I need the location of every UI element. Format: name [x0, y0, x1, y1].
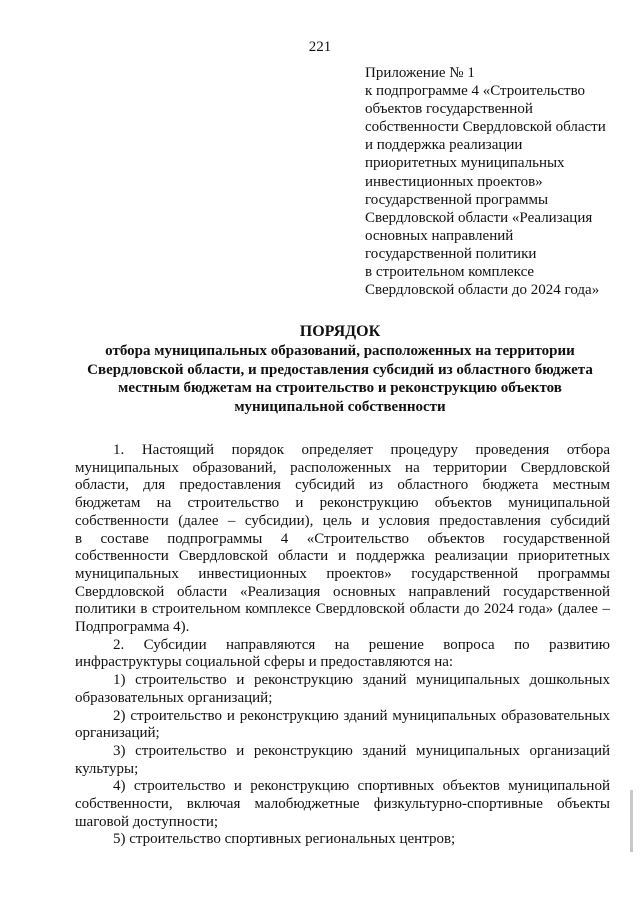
scan-edge-mark: [630, 790, 633, 852]
body-line: 2) строительство и реконструкцию зданий муниципальных образовательных: [113, 707, 610, 724]
body-line: муниципальных образований, расположенных на территории Свердловской: [75, 459, 610, 476]
title-line: отбора муниципальных образований, расположенных на территории: [105, 343, 575, 359]
body-line: муниципальных инвестиционных проектов» государственной программы: [75, 565, 610, 582]
body-line: культуры;: [75, 760, 139, 777]
appendix-line: основных направлений: [365, 227, 514, 244]
body-line: шаговой доступности;: [75, 813, 219, 830]
body-line: 4) строительство и реконструкцию спортивных объектов муниципальной: [113, 778, 610, 795]
body-line: Подпрограмма 4).: [75, 619, 190, 636]
appendix-line: государственной программы: [365, 191, 549, 208]
appendix-caption: [365, 64, 625, 299]
body-line: в составе подпрограммы 4 «Строительство объектов государственной: [75, 530, 610, 547]
appendix-line: приоритетных муниципальных: [365, 155, 565, 172]
appendix-line: в строительном комплексе: [365, 264, 535, 281]
body-line: 1. Настоящий порядок определяет процедуру проведения отбора: [113, 442, 610, 458]
appendix-line: и поддержка реализации: [365, 137, 523, 154]
appendix-line: Свердловской области «Реализация: [365, 209, 593, 226]
body-line: области, для предоставления субсидий из областного бюджета местным: [75, 477, 610, 494]
body-line: политики в строительном комплексе Свердловской области до 2024 года» (далее –: [75, 601, 610, 618]
body-line: 5) строительство спортивных региональных центров;: [113, 831, 456, 848]
appendix-line: к подпрограмме 4 «Строительство: [365, 83, 586, 100]
appendix-line: Приложение № 1: [365, 65, 475, 81]
body-line: инфраструктуры социальной сферы и предоставляются на:: [75, 654, 454, 671]
body-line: собственности Свердловской области и поддержка реализации приоритетных: [75, 548, 610, 565]
body-line: Свердловской области «Реализация основных направлений государственной: [75, 583, 610, 600]
body-line: собственности (далее – субсидии), цель и условия предоставления субсидий: [75, 512, 610, 529]
appendix-line: государственной политики: [365, 245, 537, 262]
title-line: Свердловской области, и предоставления субсидий из областного бюджета: [87, 361, 593, 378]
page-number: 221: [308, 39, 332, 55]
title-heading: ПОРЯДОК: [299, 323, 381, 340]
body-line: организаций;: [75, 725, 160, 742]
appendix-line: объектов государственной: [365, 101, 533, 118]
body-text: [75, 442, 610, 849]
body-line: собственности, включая малобюджетные физкультурно-спортивные объекты: [75, 796, 610, 813]
body-line: образовательных организаций;: [75, 689, 273, 706]
body-line: бюджетам на строительство и реконструкцию объектов муниципальной: [75, 495, 610, 512]
appendix-line: инвестиционных проектов»: [365, 173, 543, 190]
title-line: местным бюджетам на строительство и реконструкцию объектов: [118, 380, 562, 397]
document-title: [70, 322, 610, 416]
body-line: 3) строительство и реконструкцию зданий муниципальных организаций: [113, 742, 610, 759]
body-line: 2. Субсидии направляются на решение вопроса по развитию: [113, 636, 610, 653]
appendix-line: собственности Свердловской области: [365, 119, 606, 136]
appendix-line: Свердловской области до 2024 года»: [365, 282, 600, 299]
body-line: 1) строительство и реконструкцию зданий муниципальных дошкольных: [113, 672, 610, 689]
title-line: муниципальной собственности: [234, 398, 446, 415]
